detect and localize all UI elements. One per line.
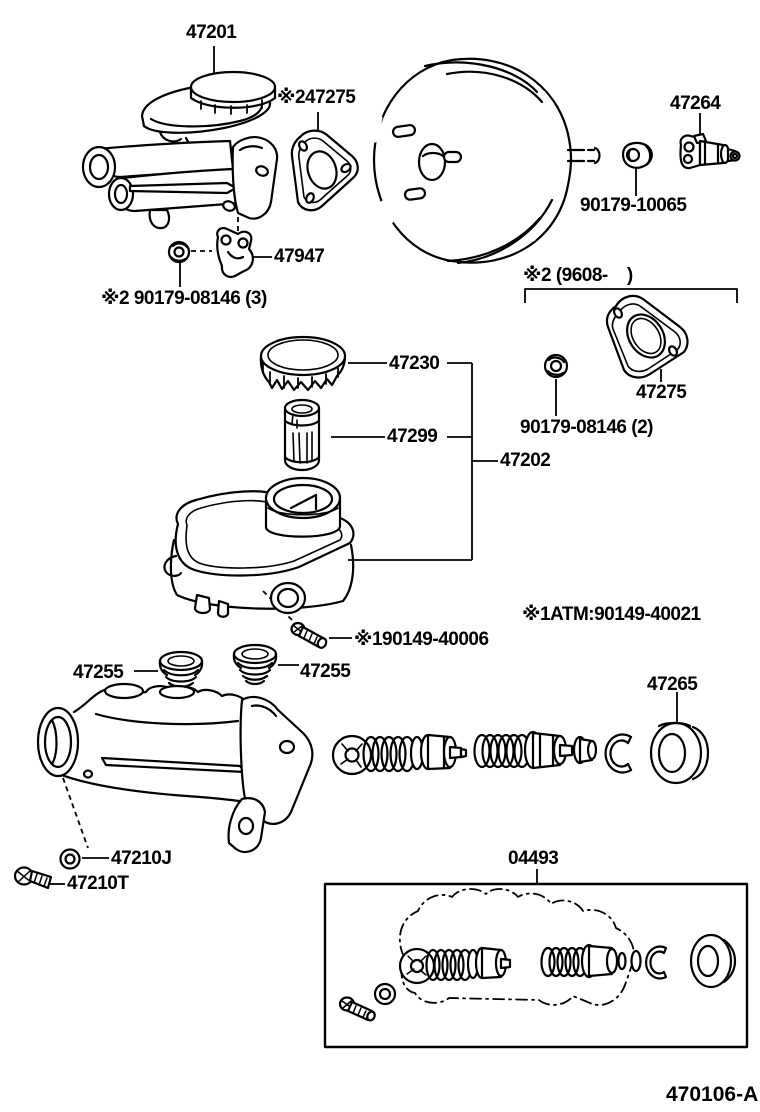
label-90179-08146-2: 90179-08146 (2) [520,417,653,438]
label-47265: 47265 [647,674,698,695]
nut-90179-08146-3-drawing [169,242,189,262]
label-atm-note: ※1ATM:90149-40021 [522,604,701,625]
nut-90179-10065-drawing [623,143,652,168]
label-ref2-47275: ※247275 [277,87,356,108]
label-90179-10065: 90179-10065 [580,195,687,216]
label-47947: 47947 [274,246,325,267]
nut-90179-08146-2-drawing [545,355,567,377]
label-47255-right: 47255 [300,661,351,682]
booster-gasket-front-drawing [292,131,358,211]
cylinder-body-drawing [38,684,312,852]
label-47275: 47275 [636,382,687,403]
cylinder-boot-drawing [651,723,708,783]
label-47264: 47264 [670,93,721,114]
grommet-right-drawing [234,645,276,684]
label-date-range-9608: ※2 (9608- ) [523,265,633,286]
reservoir-cap-drawing [261,337,345,390]
brake-booster-drawing [374,59,600,263]
diagram-code: 470106-A [666,1083,759,1106]
master-cylinder-assembly-drawing [83,72,277,228]
reservoir-filter-drawing [285,400,319,470]
washer-47210J-drawing [61,850,80,869]
pushrod-clevis-47264-drawing [680,134,739,168]
label-47255-left: 47255 [73,662,124,683]
piston-kit-secondary-drawing [475,732,597,768]
booster-gasket-rear-drawing [607,296,687,378]
label-47299: 47299 [387,426,438,447]
label-47210J: 47210J [111,848,172,869]
screw-47210T-drawing [15,868,51,889]
label-47210T: 47210T [67,873,129,894]
label-47201: 47201 [186,22,237,43]
reservoir-set-screw-drawing [292,623,328,649]
label-47202: 47202 [500,450,551,471]
snap-ring-drawing [606,735,631,773]
reservoir-tank-drawing [164,478,353,617]
piston-kit-primary-drawing [333,735,466,774]
label-47230: 47230 [389,353,440,374]
label-90179-08146-3: ※2 90179-08146 (3) [101,288,267,309]
label-90149-40006: ※190149-40006 [354,629,489,650]
label-04493: 04493 [508,848,559,869]
repair-kit-box [325,884,747,1047]
repair-kit-contents-drawing [340,889,735,1022]
bracket-47947-drawing [217,228,253,277]
